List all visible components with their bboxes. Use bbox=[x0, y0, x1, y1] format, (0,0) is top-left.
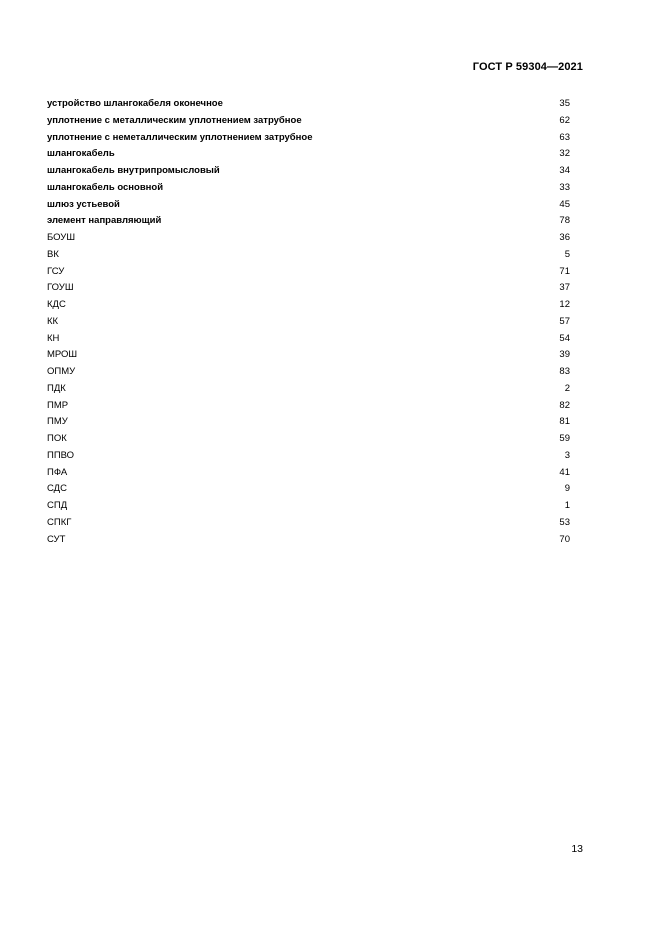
index-entry bbox=[47, 163, 570, 180]
index-term-number: 41 bbox=[559, 466, 570, 478]
index-term-number: 1 bbox=[564, 500, 570, 511]
index-entry bbox=[47, 381, 570, 398]
index-term-number: 45 bbox=[559, 198, 570, 210]
index-term-number: 12 bbox=[559, 299, 570, 310]
document-standard-header: ГОСТ Р 59304—2021 bbox=[472, 61, 583, 73]
index-term: устройство шлангокабеля оконечное bbox=[47, 98, 223, 109]
index-entry bbox=[47, 297, 570, 314]
index-entry bbox=[47, 398, 570, 415]
index-entry bbox=[47, 146, 570, 163]
index-term-number: 82 bbox=[559, 399, 570, 411]
index-term: СДС bbox=[47, 483, 67, 495]
index-entry bbox=[47, 247, 570, 264]
index-entry bbox=[47, 481, 570, 498]
index-term: БОУШ bbox=[47, 232, 76, 243]
index-entry bbox=[47, 364, 570, 381]
index-term: КК bbox=[47, 315, 59, 327]
index-term: ВК bbox=[47, 248, 59, 260]
index-term-number: 39 bbox=[559, 349, 570, 361]
index-entry bbox=[47, 414, 570, 431]
index-entry bbox=[47, 498, 570, 515]
index-entry bbox=[47, 331, 570, 348]
index-term-number: 35 bbox=[559, 98, 570, 109]
index-entry bbox=[47, 532, 570, 549]
term-index-list bbox=[47, 96, 570, 548]
index-entry bbox=[47, 113, 570, 130]
index-term: ПДК bbox=[47, 382, 66, 394]
index-term-number: 53 bbox=[559, 516, 570, 528]
index-term-number: 78 bbox=[559, 215, 570, 227]
index-term-number: 33 bbox=[559, 181, 570, 193]
index-entry bbox=[47, 264, 570, 281]
index-entry bbox=[47, 180, 570, 197]
index-term-number: 54 bbox=[559, 332, 570, 344]
index-term: СУТ bbox=[47, 533, 66, 545]
index-term-number: 2 bbox=[564, 382, 570, 394]
page-number: 13 bbox=[571, 843, 583, 855]
index-term: ПФА bbox=[47, 466, 68, 478]
index-term: СПД bbox=[47, 500, 68, 511]
index-term: СПКГ bbox=[47, 516, 72, 528]
index-term-number: 81 bbox=[559, 416, 570, 428]
index-entry bbox=[47, 347, 570, 364]
index-term-number: 83 bbox=[559, 366, 570, 377]
index-term-number: 62 bbox=[559, 114, 570, 126]
index-term: КН bbox=[47, 332, 60, 344]
index-term-number: 71 bbox=[559, 265, 570, 277]
index-term: шлангокабель bbox=[47, 148, 115, 160]
index-entry bbox=[47, 197, 570, 214]
index-entry bbox=[47, 96, 570, 113]
index-term: ПМР bbox=[47, 399, 69, 411]
index-term-number: 36 bbox=[559, 232, 570, 243]
index-term-number: 34 bbox=[559, 165, 570, 176]
index-term: ПМУ bbox=[47, 416, 68, 428]
index-term-number: 32 bbox=[559, 148, 570, 160]
index-term: МРОШ bbox=[47, 349, 78, 361]
index-term: ОПМУ bbox=[47, 366, 76, 377]
index-term: уплотнение с металлическим уплотнением затрубное bbox=[47, 114, 302, 126]
index-entry bbox=[47, 515, 570, 532]
index-term: элемент направляющий bbox=[47, 215, 162, 227]
index-term-number: 3 bbox=[564, 449, 570, 461]
index-term-number: 59 bbox=[559, 433, 570, 444]
index-entry bbox=[47, 213, 570, 230]
index-term: КДС bbox=[47, 299, 66, 310]
index-term: шлангокабель внутрипромысловый bbox=[47, 165, 220, 176]
index-term-number: 5 bbox=[564, 248, 570, 260]
index-entry bbox=[47, 431, 570, 448]
index-term: шлюз устьевой bbox=[47, 198, 120, 210]
index-term-number: 57 bbox=[559, 315, 570, 327]
index-entry bbox=[47, 314, 570, 331]
index-entry bbox=[47, 130, 570, 147]
index-entry bbox=[47, 465, 570, 482]
index-term-number: 70 bbox=[559, 533, 570, 545]
index-term: ППВО bbox=[47, 449, 75, 461]
index-term: ПОК bbox=[47, 433, 67, 444]
index-term-number: 63 bbox=[559, 131, 570, 143]
index-term: шлангокабель основной bbox=[47, 181, 164, 193]
index-term: ГСУ bbox=[47, 265, 65, 277]
index-term-number: 9 bbox=[564, 483, 570, 495]
index-entry bbox=[47, 280, 570, 297]
index-entry bbox=[47, 448, 570, 465]
index-term: уплотнение с неметаллическим уплотнением затрубное bbox=[47, 131, 313, 143]
index-entry bbox=[47, 230, 570, 247]
index-term: ГОУШ bbox=[47, 282, 74, 294]
index-term-number: 37 bbox=[559, 282, 570, 294]
